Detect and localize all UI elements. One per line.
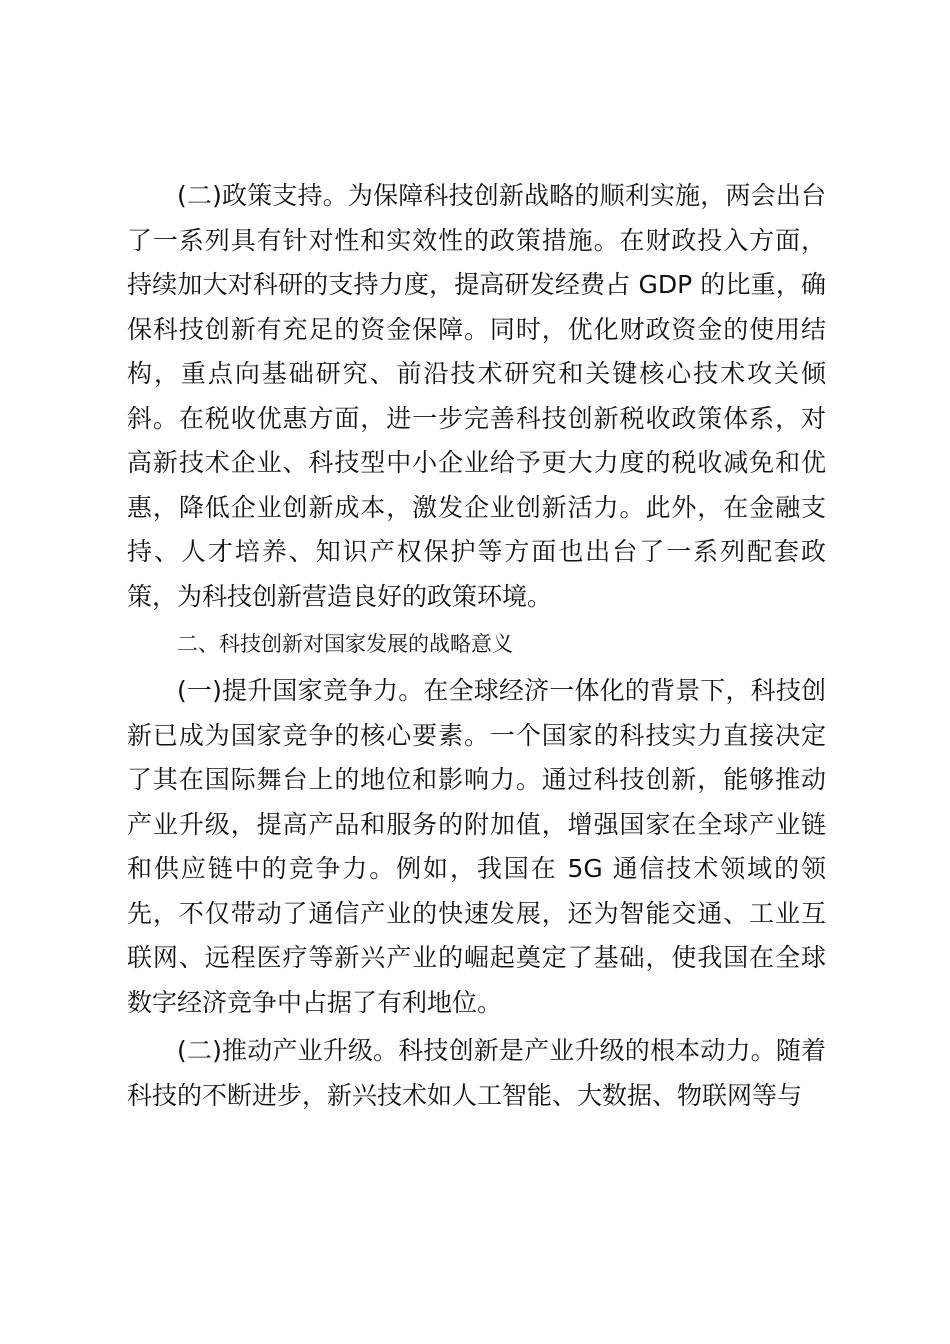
section-heading: 二、科技创新对国家发展的战略意义 [177,632,513,656]
paragraph-policy-support: (二)政策支持。为保障科技创新战略的顺利实施，两会出台了一系列具有针对性和实效性的政策措施。在财政投入方面，持续加大对科研的支持力度，提高研发经费占 GDP 的比重，确保科技创新有充足的资金保障。同时，优化财政资金的使用结构，重点向基础研究、前沿技术研究和关键核心技术攻关倾斜。在税收优惠方面，进一步完善科技创新税收政策体系，对高新技术企业、科技型中小企业给予更大力度的税收减免和优惠，降低企业创新成本，激发企业创新活力。此外，在金融支持、人才培养、知识产权保护等方面也出台了一系列配套政策，为科技创新营造良好的政策环境。 [127,181,826,611]
paragraph-industry-upgrade: (二)推动产业升级。科技创新是产业升级的根本动力。随着科技的不断进步，新兴技术如人工智能、大数据、物联网等与 [127,1036,826,1110]
paragraph-competitiveness: (一)提升国家竞争力。在全球经济一体化的背景下，科技创新已成为国家竞争的核心要素。一个国家的科技实力直接决定了其在国际舞台上的地位和影响力。通过科技创新，能够推动产业升级，提高产品和服务的附加值，增强国家在全球产业链和供应链中的竞争力。例如，我国在 5G 通信技术领域的领先，不仅带动了通信产业的快速发展，还为智能交通、工业互联网、远程医疗等新兴产业的崛起奠定了基础，使我国在全球数字经济竞争中占据了有利地位。 [127,676,826,1017]
